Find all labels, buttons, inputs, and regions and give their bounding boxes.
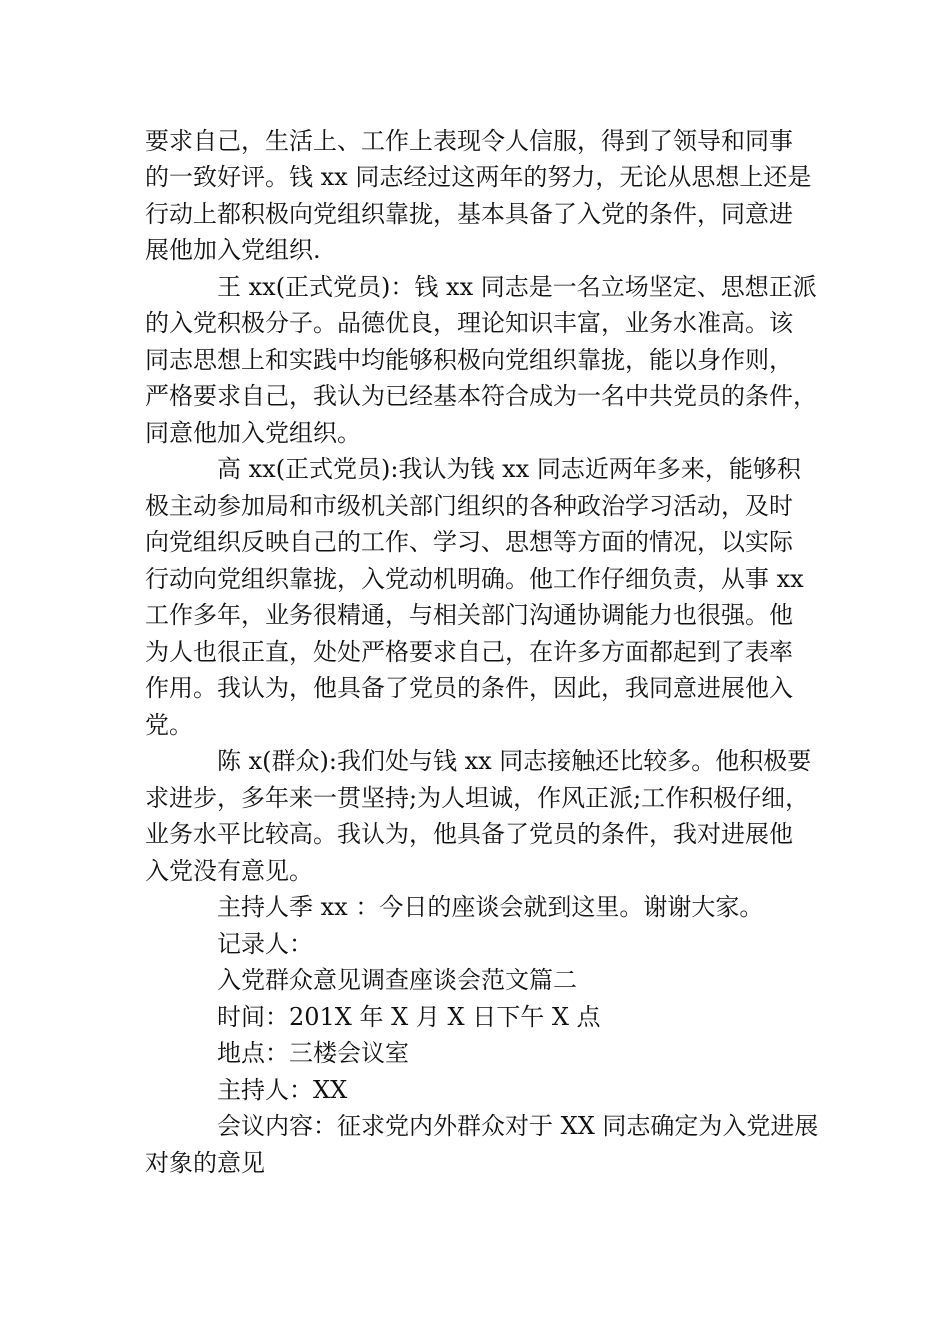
- text-line: 的一致好评。钱 xx 同志经过这两年的努力，无论从思想上还是: [145, 163, 812, 191]
- text-line: 同志思想上和实践中均能够积极向党组织靠拢，能以身作则，: [145, 346, 793, 374]
- meeting-content: 会议内容：征求党内外群众对于 XX 同志确定为入党进展: [217, 1112, 819, 1140]
- host-closing-line: 主持人季 xx ：今日的座谈会就到这里。谢谢大家。: [217, 893, 764, 921]
- meeting-host: 主持人：XX: [217, 1076, 348, 1104]
- text-line: 行动上都积极向党组织靠拢，基本具备了入党的条件，同意进: [145, 200, 793, 228]
- text-line: 业务水平比较高。我认为，他具备了党员的条件，我对进展他: [145, 820, 793, 848]
- text-line: 向党组织反映自己的工作、学习、思想等方面的情况，以实际: [145, 528, 793, 556]
- text-line: 的入党积极分子。品德优良，理论知识丰富，业务水准高。该: [145, 309, 793, 337]
- recorder-line: 记录人：: [217, 930, 313, 958]
- paragraph-start-line: 陈 x(群众):我们处与钱 xx 同志接触还比较多。他积极要: [217, 747, 812, 775]
- text-line: 极主动参加局和市级机关部门组织的各种政治学习活动，及时: [145, 492, 793, 520]
- meeting-location: 地点：三楼会议室: [217, 1039, 409, 1067]
- text-line: 展他加入党组织.: [145, 236, 321, 264]
- paragraph-start-line: 高 xx(正式党员):我认为钱 xx 同志近两年多来，能够积: [217, 455, 801, 483]
- text-line: 严格要求自己，我认为已经基本符合成为一名中共党员的条件，: [145, 382, 817, 410]
- text-line: 要求自己，生活上、工作上表现令人信服，得到了领导和同事: [145, 127, 793, 155]
- text-line: 工作多年，业务很精通，与相关部门沟通协调能力也很强。他: [145, 601, 793, 629]
- text-line: 对象的意见: [145, 1149, 265, 1177]
- text-line: 求进步，多年来一贯坚持;为人坦诚，作风正派;工作积极仔细，: [145, 784, 810, 812]
- meeting-time: 时间：201X 年 X 月 X 日下午 X 点: [217, 1003, 601, 1031]
- text-line: 入党没有意见。: [145, 857, 313, 885]
- text-line: 为人也很正直，处处严格要求自己，在许多方面都起到了表率: [145, 638, 793, 666]
- paragraph-start-line: 王 xx(正式党员)：钱 xx 同志是一名立场坚定、思想正派: [217, 273, 817, 301]
- text-line: 行动向党组织靠拢，入党动机明确。他工作仔细负责，从事 xx: [145, 565, 804, 593]
- section-title: 入党群众意见调查座谈会范文篇二: [217, 966, 577, 994]
- text-line: 作用。我认为，他具备了党员的条件，因此，我同意进展他入: [145, 674, 793, 702]
- text-line: 同意他加入党组织。: [145, 419, 361, 447]
- text-line: 党。: [145, 711, 193, 739]
